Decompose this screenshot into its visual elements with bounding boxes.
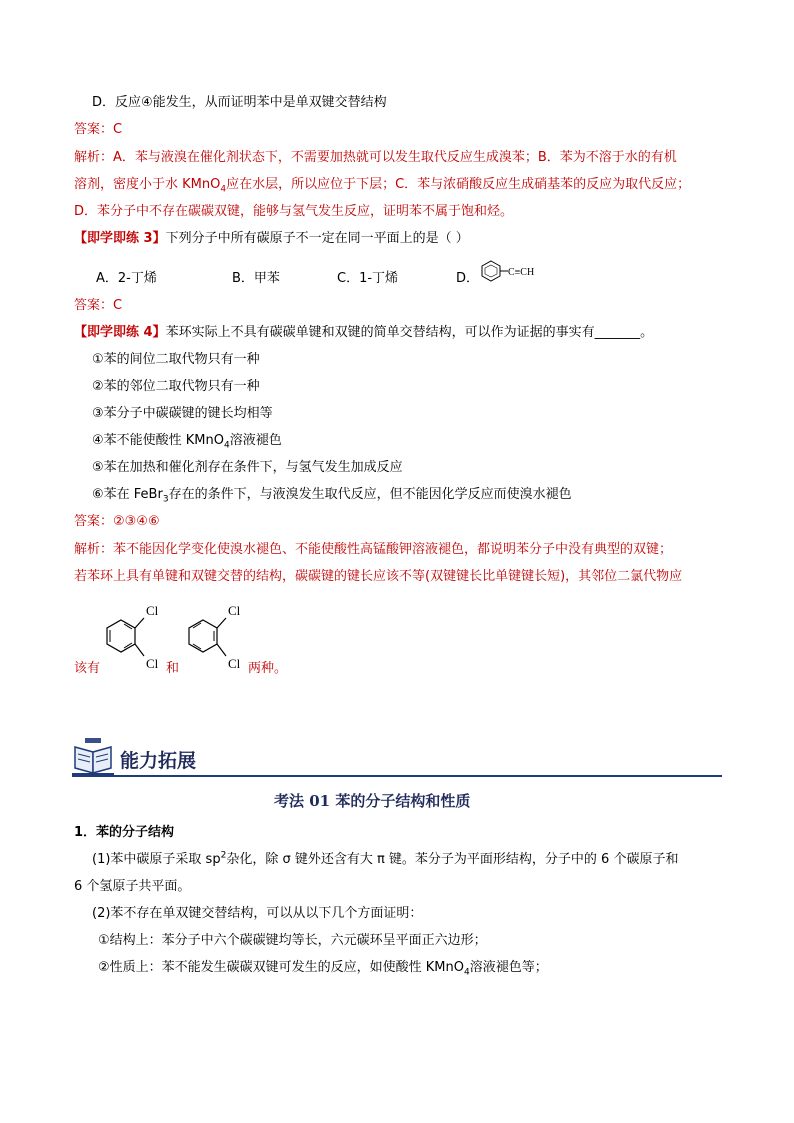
option-c: C．1-丁烯 <box>337 271 399 286</box>
analysis-line-1: 解析：苯不能因化学变化使溴水褪色、不能使酸性高锰酸钾溶液褪色，都说明苯分子中没有典型的双键； <box>74 542 673 557</box>
statement-6: ⑥苯在 FeBr$_3$存在的条件下，与液溴发生取代反应，但不能因化学反应而使溴水褪色 <box>92 487 572 505</box>
option-a: A．2-丁烯 <box>96 271 157 286</box>
option-d: D． <box>456 271 480 286</box>
chlorine-label: Cl <box>228 656 241 671</box>
phenylacetylene-structure <box>478 258 558 284</box>
analysis-line-2: 若苯环上具有单键和双键交替的结构，碳碳键的键长应该不等(双键键长比单键键长短)，其邻位二氯代物应 <box>74 569 683 584</box>
method-title: 考法 01 苯的分子结构和性质 <box>274 792 471 810</box>
statement-2: ②苯的邻位二取代物只有一种 <box>92 379 260 394</box>
paragraph-2: (2)苯不存在单双键交替结构，可以从以下几个方面证明： <box>92 906 423 921</box>
o-dichlorobenzene-structure-2 <box>182 598 248 676</box>
open-book-icon <box>72 738 116 776</box>
subsection-heading: 1．苯的分子结构 <box>74 825 175 840</box>
paragraph-4: ②性质上：苯不能发生碳碳双键可发生的反应，如使酸性 KMnO$_4$溶液褪色等； <box>98 960 548 978</box>
answer-line: 答案：C <box>74 298 123 313</box>
chlorine-label: Cl <box>228 603 241 618</box>
alkyne-formula-label: C≡CH <box>508 267 535 278</box>
question-3: 【即学即练 3】下列分子中所有碳原子不一定在同一平面上的是（ ） <box>74 231 469 246</box>
option-d-text: D．反应④能发生，从而证明苯中是单双键交替结构 <box>92 95 387 110</box>
analysis-line-2: 溶剂，密度小于水 KMnO$_4$应在水层，所以应位于下层；C．苯与浓硝酸反应生成硝基苯的反应为取代反应； <box>74 177 691 195</box>
o-dichlorobenzene-structure-1 <box>100 598 166 676</box>
question-tag: 【即学即练 4】 <box>74 325 166 340</box>
analysis-pre-text: 该有 <box>74 661 101 676</box>
analysis-conj-text: 和 <box>166 661 180 676</box>
chlorine-label: Cl <box>146 603 159 618</box>
paragraph-1: (1)苯中碳原子采取 $sp^2$杂化，除 σ 键外还含有大 π 键。苯分子为平面形结构，分子中的 6 个碳原子和 <box>92 850 679 867</box>
paragraph-3: ①结构上：苯分子中六个碳碳键均等长，六元碳环呈平面正六边形； <box>98 933 487 948</box>
answer-line: 答案：C <box>74 122 123 137</box>
statement-1: ①苯的间位二取代物只有一种 <box>92 352 260 367</box>
paragraph-1-cont: 6 个氢原子共平面。 <box>74 879 191 894</box>
question-4: 【即学即练 4】苯环实际上不具有碳碳单键和双键的简单交替结构，可以作为证据的事实有_______。 <box>74 325 654 340</box>
analysis-line-1: 解析：A．苯与液溴在催化剂状态下，不需要加热就可以发生取代反应生成溴苯；B．苯为不溶于水的有机 <box>74 150 677 165</box>
statement-4: ④苯不能使酸性 KMnO$_4$溶液褪色 <box>92 433 282 451</box>
statement-5: ⑤苯在加热和催化剂存在条件下，与氢气发生加成反应 <box>92 460 403 475</box>
analysis-post-text: 两种。 <box>248 661 288 676</box>
statement-3: ③苯分子中碳碳键的键长均相等 <box>92 406 273 421</box>
question-tag: 【即学即练 3】 <box>74 231 166 246</box>
chlorine-label: Cl <box>146 656 159 671</box>
answer-line: 答案：②③④⑥ <box>74 514 160 529</box>
section-title: 能力拓展 <box>120 750 197 772</box>
section-divider <box>72 775 722 777</box>
analysis-line-3: D．苯分子中不存在碳碳双键，能够与氢气发生反应，证明苯不属于饱和烃。 <box>74 204 514 219</box>
option-b: B．甲苯 <box>232 271 280 286</box>
